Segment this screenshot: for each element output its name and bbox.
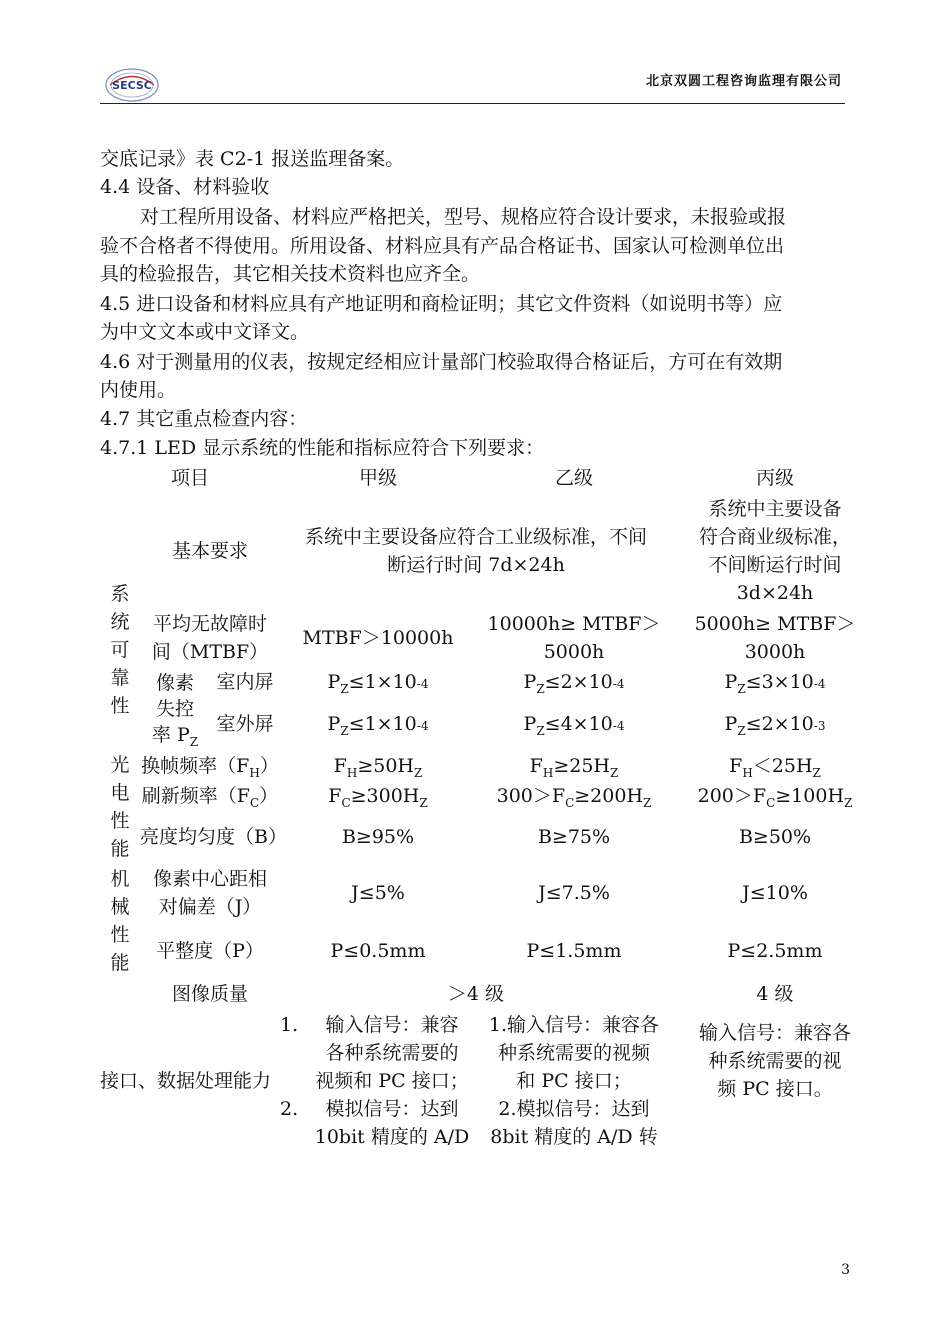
- cell-value: B≥50%: [738, 826, 812, 848]
- row-label: 刷新频率$(F_C)$: [141, 785, 279, 810]
- company-name: 北京双圆工程咨询监理有限公司: [645, 74, 842, 89]
- company-logo: [104, 66, 160, 104]
- section-heading: 4.4 设备、材料验收: [100, 176, 270, 198]
- cell-value: $F_H<25H_Z$: [729, 755, 821, 780]
- row-label: 像素中心距相 对偏差（J）: [152, 868, 267, 918]
- cell-value: 10000h≥ MTBF＞ 5000h: [487, 613, 661, 663]
- group-label-optical: 光 电 性 能: [110, 754, 130, 860]
- group-label-mechanical: 机 械 性 能: [110, 868, 130, 974]
- header-grade-c: 丙级: [755, 467, 794, 489]
- cell-value: $P_Z\le 1\times 10-4$: [327, 713, 429, 738]
- cell-value: $P_Z\le 4\times 10-4$: [523, 713, 625, 738]
- group-label-reliability: 系 统 可 靠 性: [110, 583, 130, 717]
- cell-interface-b: 1.输入信号：兼容各 种系统需要的视频 和 PC 接口； 2.模拟信号：达到 8bit 精度的 A/D 转: [488, 1014, 660, 1148]
- table-row: [100, 811, 878, 863]
- table-row: [100, 1009, 878, 1153]
- body-line: 验不合格者不得使用。所用设备、材料应具有产品合格证书、国家认可检测单位出: [100, 235, 785, 257]
- led-spec-table: [100, 463, 878, 1153]
- table-row: [100, 923, 878, 979]
- cell-interface-c: 输入信号：兼容各 种系统需要的视 频 PC 接口。: [698, 1022, 851, 1100]
- cell-value: $P_Z\le 1\times 10-4$: [327, 671, 429, 696]
- row-sublabel: 室内屏: [216, 671, 274, 693]
- body-line: 为中文文本或中文译文。: [100, 321, 310, 343]
- cell-basic-req-c: 系统中主要设备 符合商业级标准， 不间断运行时间 3d×24h: [698, 498, 851, 604]
- body-line: 具的检验报告，其它相关技术资料也应齐全。: [100, 263, 481, 285]
- cell-interface-a: 1. 输入信号：兼容 各种系统需要的 视频和 PC 接口； 2. 模拟信号：达到 10bit 精度的 A/D: [280, 1014, 470, 1148]
- body-line: 对工程所用设备、材料应严格把关，型号、规格应符合设计要求，未报验或报: [140, 206, 787, 228]
- header-grade-a: 甲级: [358, 467, 397, 489]
- table-row: [100, 781, 878, 811]
- table-row: [100, 979, 878, 1009]
- cell-value: P≤1.5mm: [526, 940, 622, 962]
- cell-value: $300>F_C\ge 200H_Z$: [496, 785, 652, 810]
- cell-value: 5000h≥ MTBF＞ 3000h: [694, 613, 856, 663]
- logo-text: SECSC: [112, 79, 152, 92]
- body-line: 交底记录》表 C2-1 报送监理备案。: [100, 148, 405, 170]
- body-line: 4.6 对于测量用的仪表，按规定经相应计量部门校验取得合格证后，方可在有效期: [100, 351, 783, 373]
- row-sublabel: 室外屏: [216, 713, 274, 735]
- table-row: [100, 667, 878, 697]
- cell-value: $F_H\ge 25H_Z$: [529, 755, 619, 780]
- cell-value: $F_H\ge 50H_Z$: [333, 755, 423, 780]
- body-line: 内使用。: [100, 379, 177, 401]
- cell-value: B≥75%: [537, 826, 611, 848]
- cell-value: MTBF＞10000h: [302, 627, 454, 649]
- row-label: 平均无故障时 间（MTBF）: [151, 613, 269, 663]
- body-line: 4.5 进口设备和材料应具有产地证明和商检证明；其它文件资料（如说明书等）应: [100, 293, 783, 315]
- cell-value: J≤5%: [351, 882, 405, 904]
- row-label: 像素 失控 率 $P_Z$: [151, 672, 199, 749]
- cell-value: $P_Z\le 2\times 10-4$: [523, 671, 625, 696]
- cell-value: $P_Z\le 3\times 10-4$: [724, 671, 826, 696]
- cell-value: 4 级: [756, 983, 794, 1005]
- cell-value: B≥95%: [341, 826, 415, 848]
- row-label: 接口、数据处理能力: [100, 1070, 272, 1092]
- cell-value: $P_Z\le 2\times 10-3$: [724, 713, 826, 738]
- page-number: 3: [841, 1262, 850, 1278]
- row-label: 换帧频率$(F_H)$: [141, 755, 279, 780]
- cell-value: $200>F_C\ge 100H_Z$: [697, 785, 853, 810]
- cell-value: J≤10%: [742, 882, 808, 904]
- header-divider: [100, 103, 845, 104]
- table-header-row: [100, 463, 878, 493]
- section-heading: 4.7 其它重点检查内容：: [100, 408, 308, 430]
- row-label: 亮度均匀度（B）: [140, 826, 287, 848]
- cell-basic-req-ab: 系统中主要设备应符合工业级标准，不间 断运行时间 7d×24h: [304, 526, 647, 576]
- row-label: 图像质量: [171, 983, 248, 1005]
- cell-value: J≤7.5%: [538, 882, 610, 904]
- table-row: [100, 493, 878, 609]
- header-item: 项目: [170, 467, 209, 489]
- cell-value: $F_C\ge 300H_Z$: [328, 785, 428, 810]
- table-row: [100, 863, 878, 923]
- cell-value: P≤2.5mm: [727, 940, 823, 962]
- section-heading: 4.7.1 LED 显示系统的性能和指标应符合下列要求：: [100, 437, 545, 459]
- cell-value: P≤0.5mm: [330, 940, 426, 962]
- row-label: 基本要求: [171, 540, 248, 562]
- table-row: [100, 751, 878, 781]
- table-row: [100, 697, 878, 751]
- header-grade-b: 乙级: [554, 467, 593, 489]
- row-label: 平整度（P）: [156, 940, 264, 962]
- table-row: [100, 609, 878, 667]
- cell-value: ＞4 级: [447, 983, 505, 1005]
